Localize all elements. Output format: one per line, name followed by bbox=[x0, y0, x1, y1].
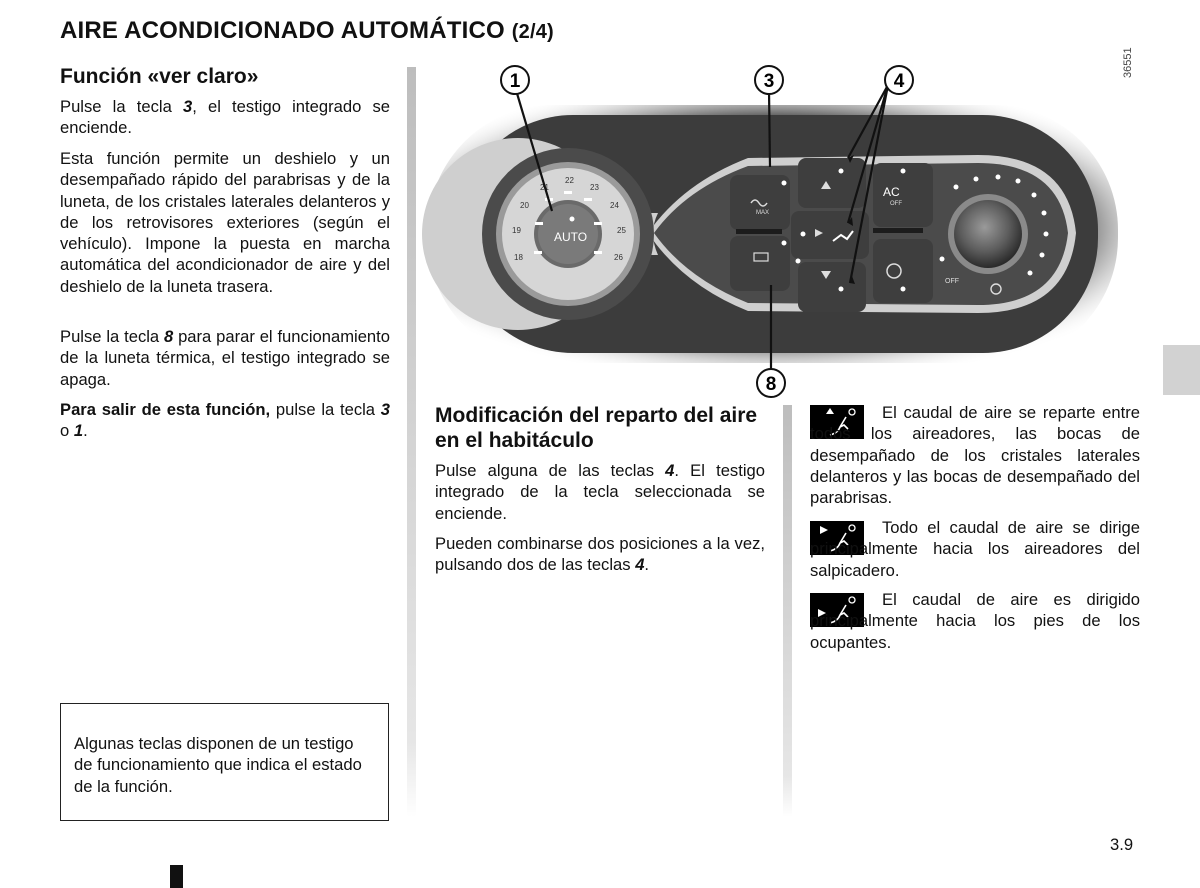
text: Pulse la tecla bbox=[60, 327, 164, 346]
note-text: Algunas teclas disponen de un testigo de funcionamiento que indica el estado de la función. bbox=[74, 734, 362, 796]
key-ref: 4 bbox=[635, 555, 645, 575]
title-text: AIRE ACONDICIONADO AUTOMÁTICO bbox=[60, 17, 505, 44]
footer-marker bbox=[170, 865, 183, 888]
key-ref: 4 bbox=[665, 461, 675, 480]
callout-3-label: 3 bbox=[763, 71, 775, 92]
text: Pulse alguna de las teclas bbox=[435, 461, 666, 480]
middle-paragraph-2 bbox=[435, 533, 765, 576]
text: . El testigo integrado de la tecla seleccionada se enciende. bbox=[435, 461, 765, 523]
column-divider-left bbox=[407, 67, 416, 817]
callout-4 bbox=[885, 66, 913, 94]
text: . bbox=[83, 421, 88, 441]
chapter-tab bbox=[1163, 345, 1200, 395]
airflow-item-1: El caudal de aire se reparte entre todos los aireadores, las bocas de desempañado de los cristales laterales delanteros y las bocas de desempañado del parabrisas. bbox=[810, 403, 1140, 508]
text: para parar el funcionamiento de la luneta térmica, el testigo integrado se apaga. bbox=[60, 327, 390, 389]
off-label: OFF bbox=[945, 278, 959, 285]
svg-text:18: 18 bbox=[514, 253, 523, 262]
title-suffix: (2/4) bbox=[511, 21, 554, 43]
max-label: MAX bbox=[756, 210, 770, 216]
paragraph-3 bbox=[60, 326, 390, 390]
text: , el testigo integrado se enciende. bbox=[60, 97, 390, 138]
airflow-item-2: Todo el caudal de aire se dirige principalmente hacia los aireadores del salpicadero. bbox=[810, 518, 1140, 580]
key-ref: 3 bbox=[380, 400, 390, 419]
middle-paragraph-1 bbox=[435, 460, 765, 524]
callout-4-label: 4 bbox=[893, 71, 905, 92]
paragraph-1 bbox=[60, 96, 390, 139]
figure-code: 36551 bbox=[1122, 47, 1134, 78]
text: . bbox=[644, 555, 650, 575]
callout-1-label: 1 bbox=[509, 71, 521, 92]
callout-8-label: 8 bbox=[765, 374, 777, 395]
svg-text:25: 25 bbox=[617, 226, 626, 235]
paragraph-2: Esta función permite un deshielo y un desempañado rápido del parabrisas y de la luneta, de los cristales laterales delanteros y de los retrovisores exteriores (según el vehículo). Impone la puesta en marcha automática del acondicionador de aire y del deshielo de la luneta trasera. bbox=[60, 149, 390, 296]
ac-label: AC bbox=[883, 185, 900, 199]
text: Pulse la tecla bbox=[60, 97, 183, 116]
ac-off-label: OFF bbox=[890, 201, 902, 207]
callout-3 bbox=[755, 66, 783, 94]
text: pulse la tecla bbox=[270, 400, 381, 419]
paragraph-4 bbox=[60, 399, 390, 442]
section-heading-ver-claro: Función «ver claro» bbox=[60, 65, 259, 88]
key-ref: 3 bbox=[182, 97, 193, 116]
column-divider-right bbox=[783, 405, 792, 817]
svg-text:20: 20 bbox=[520, 201, 529, 210]
dial-auto-label: AUTO bbox=[554, 230, 588, 244]
page-number: 3.9 bbox=[1110, 835, 1134, 854]
info-note-box bbox=[60, 703, 389, 821]
page-title bbox=[60, 17, 554, 45]
airflow-item-3: El caudal de aire es dirigido principalmente hacia los pies de los ocupantes. bbox=[810, 590, 1140, 652]
svg-text:23: 23 bbox=[590, 183, 599, 192]
svg-text:26: 26 bbox=[614, 253, 623, 262]
callout-1 bbox=[501, 66, 529, 94]
svg-text:19: 19 bbox=[512, 226, 521, 235]
section-heading-reparto: Modificación del reparto del aire en el habitáculo bbox=[435, 404, 758, 452]
key-ref: 8 bbox=[164, 327, 174, 346]
text: Pueden combinarse dos posiciones a la vez, pulsando dos de las teclas bbox=[435, 534, 765, 575]
text: o bbox=[60, 421, 74, 441]
svg-text:21: 21 bbox=[540, 183, 549, 192]
climate-control-illustration bbox=[418, 63, 1150, 398]
svg-text:24: 24 bbox=[610, 201, 619, 210]
callout-8 bbox=[757, 369, 785, 397]
bold-text: Para salir de esta función, bbox=[60, 400, 271, 419]
svg-text:22: 22 bbox=[565, 176, 574, 185]
key-ref: 1 bbox=[73, 421, 84, 441]
